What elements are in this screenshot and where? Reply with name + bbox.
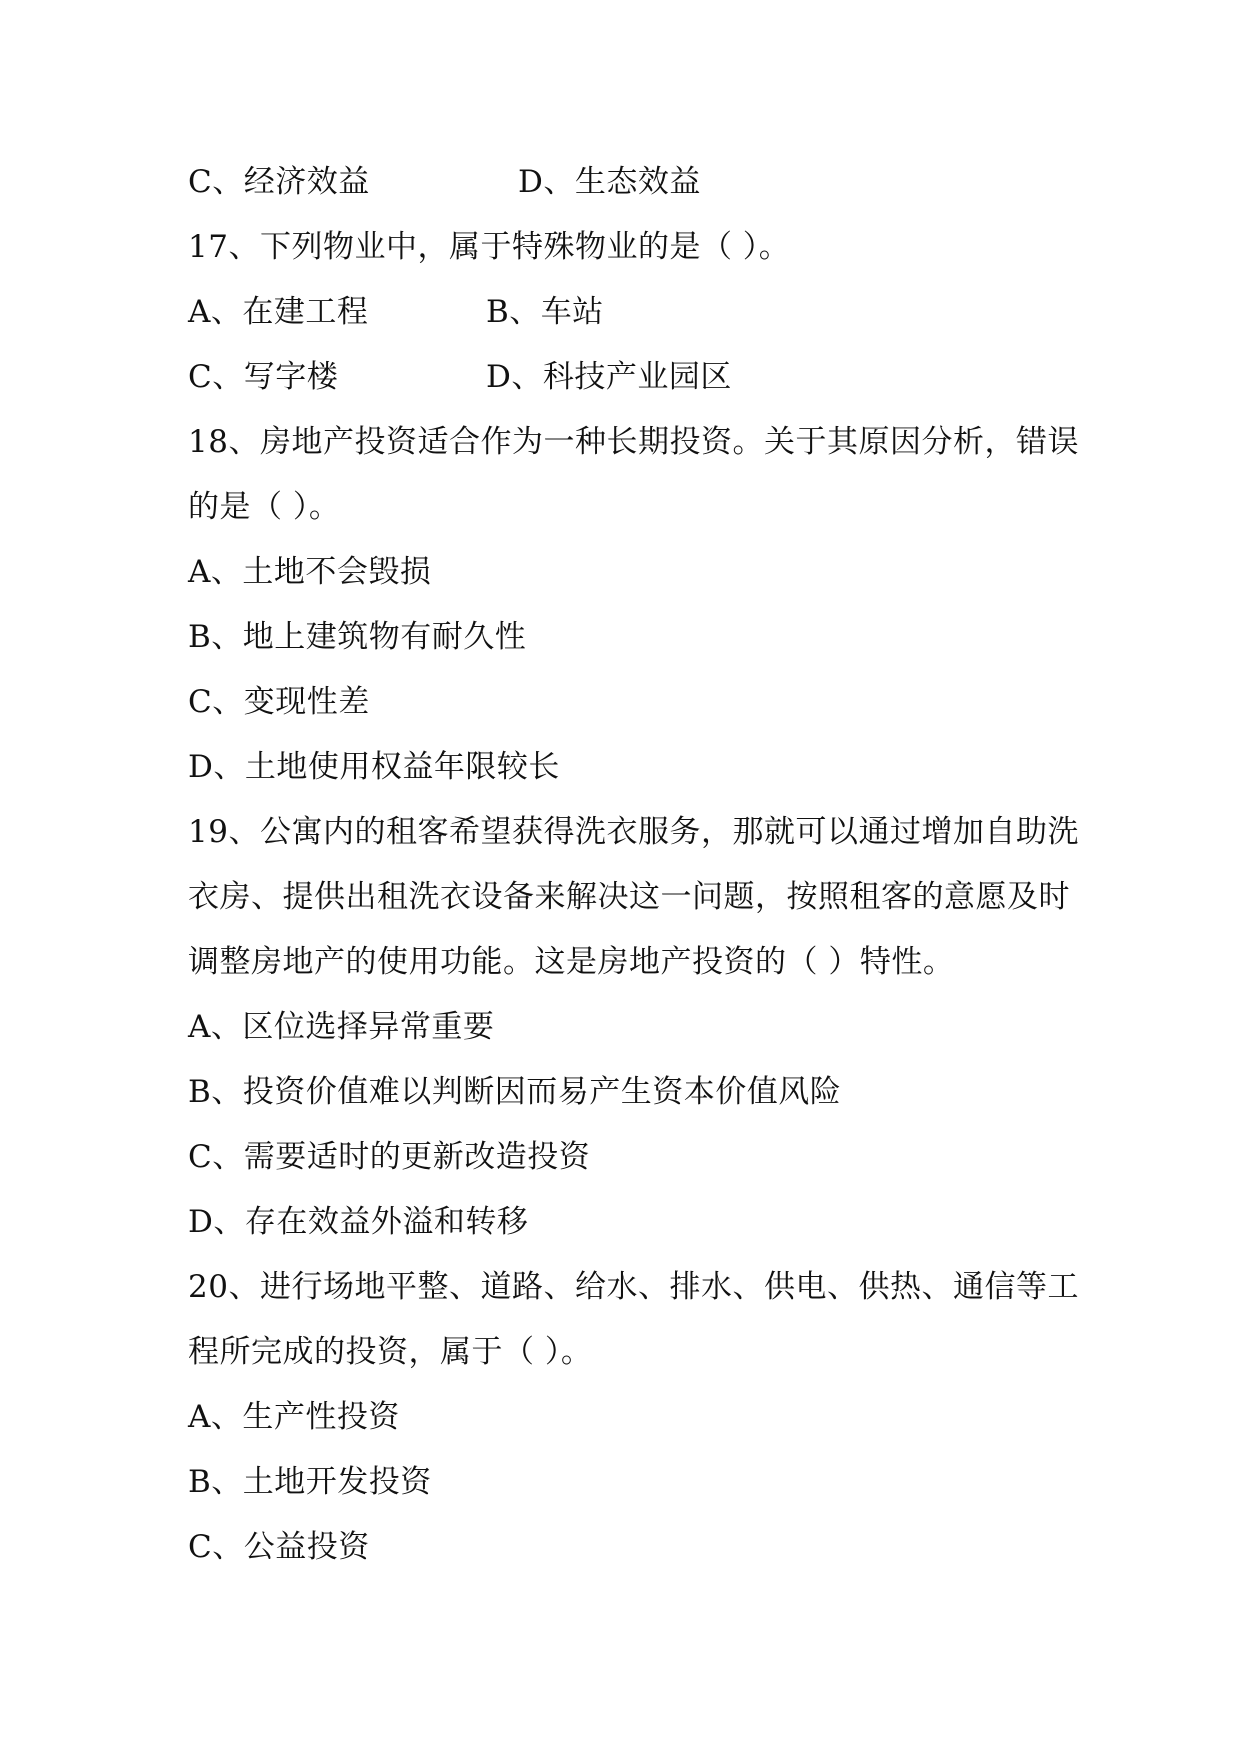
q17-stem: 17、下列物业中，属于特殊物业的是（ ）。 — [188, 229, 791, 265]
q18-stem-line-2: 的是（ ）。 — [188, 489, 341, 525]
q17-option-a: A、在建工程 — [188, 294, 369, 330]
q20-option-b: B、土地开发投资 — [188, 1464, 432, 1500]
prev-option-c: C、经济效益 — [188, 164, 370, 200]
q18-option-c: C、变现性差 — [188, 684, 370, 720]
q20-stem-line-2: 程所完成的投资，属于（ ）。 — [188, 1334, 593, 1370]
q19-option-b: B、投资价值难以判断因而易产生资本价值风险 — [188, 1074, 842, 1110]
q19-stem-line-2: 衣房、提供出租洗衣设备来解决这一问题，按照租客的意愿及时 — [188, 879, 1070, 915]
q19-option-d: D、存在效益外溢和转移 — [188, 1204, 529, 1240]
q17-options-row-1 — [188, 292, 604, 332]
q17-option-b: B、车站 — [486, 294, 604, 330]
q17-option-c: C、写字楼 — [188, 359, 339, 395]
prev-option-d: D、生态效益 — [518, 164, 701, 200]
q18-option-b: B、地上建筑物有耐久性 — [188, 619, 527, 655]
q17-options-row-2 — [188, 357, 732, 397]
q20-stem-line-1: 20、进行场地平整、道路、给水、排水、供电、供热、通信等工 — [188, 1269, 1079, 1305]
q18-stem-line-1: 18、房地产投资适合作为一种长期投资。关于其原因分析，错误 — [188, 424, 1079, 460]
q19-option-a: A、区位选择异常重要 — [188, 1009, 495, 1045]
q19-option-c: C、需要适时的更新改造投资 — [188, 1139, 591, 1175]
prev-question-options-row — [188, 162, 701, 202]
q18-option-a: A、土地不会毁损 — [188, 554, 432, 590]
q20-option-c: C、公益投资 — [188, 1529, 370, 1565]
q20-option-a: A、生产性投资 — [188, 1399, 400, 1435]
q17-option-d: D、科技产业园区 — [486, 359, 732, 395]
q18-option-d: D、土地使用权益年限较长 — [188, 749, 560, 785]
q19-stem-line-3: 调整房地产的使用功能。这是房地产投资的（ ）特性。 — [188, 944, 955, 980]
q19-stem-line-1: 19、公寓内的租客希望获得洗衣服务，那就可以通过增加自助洗 — [188, 814, 1079, 850]
